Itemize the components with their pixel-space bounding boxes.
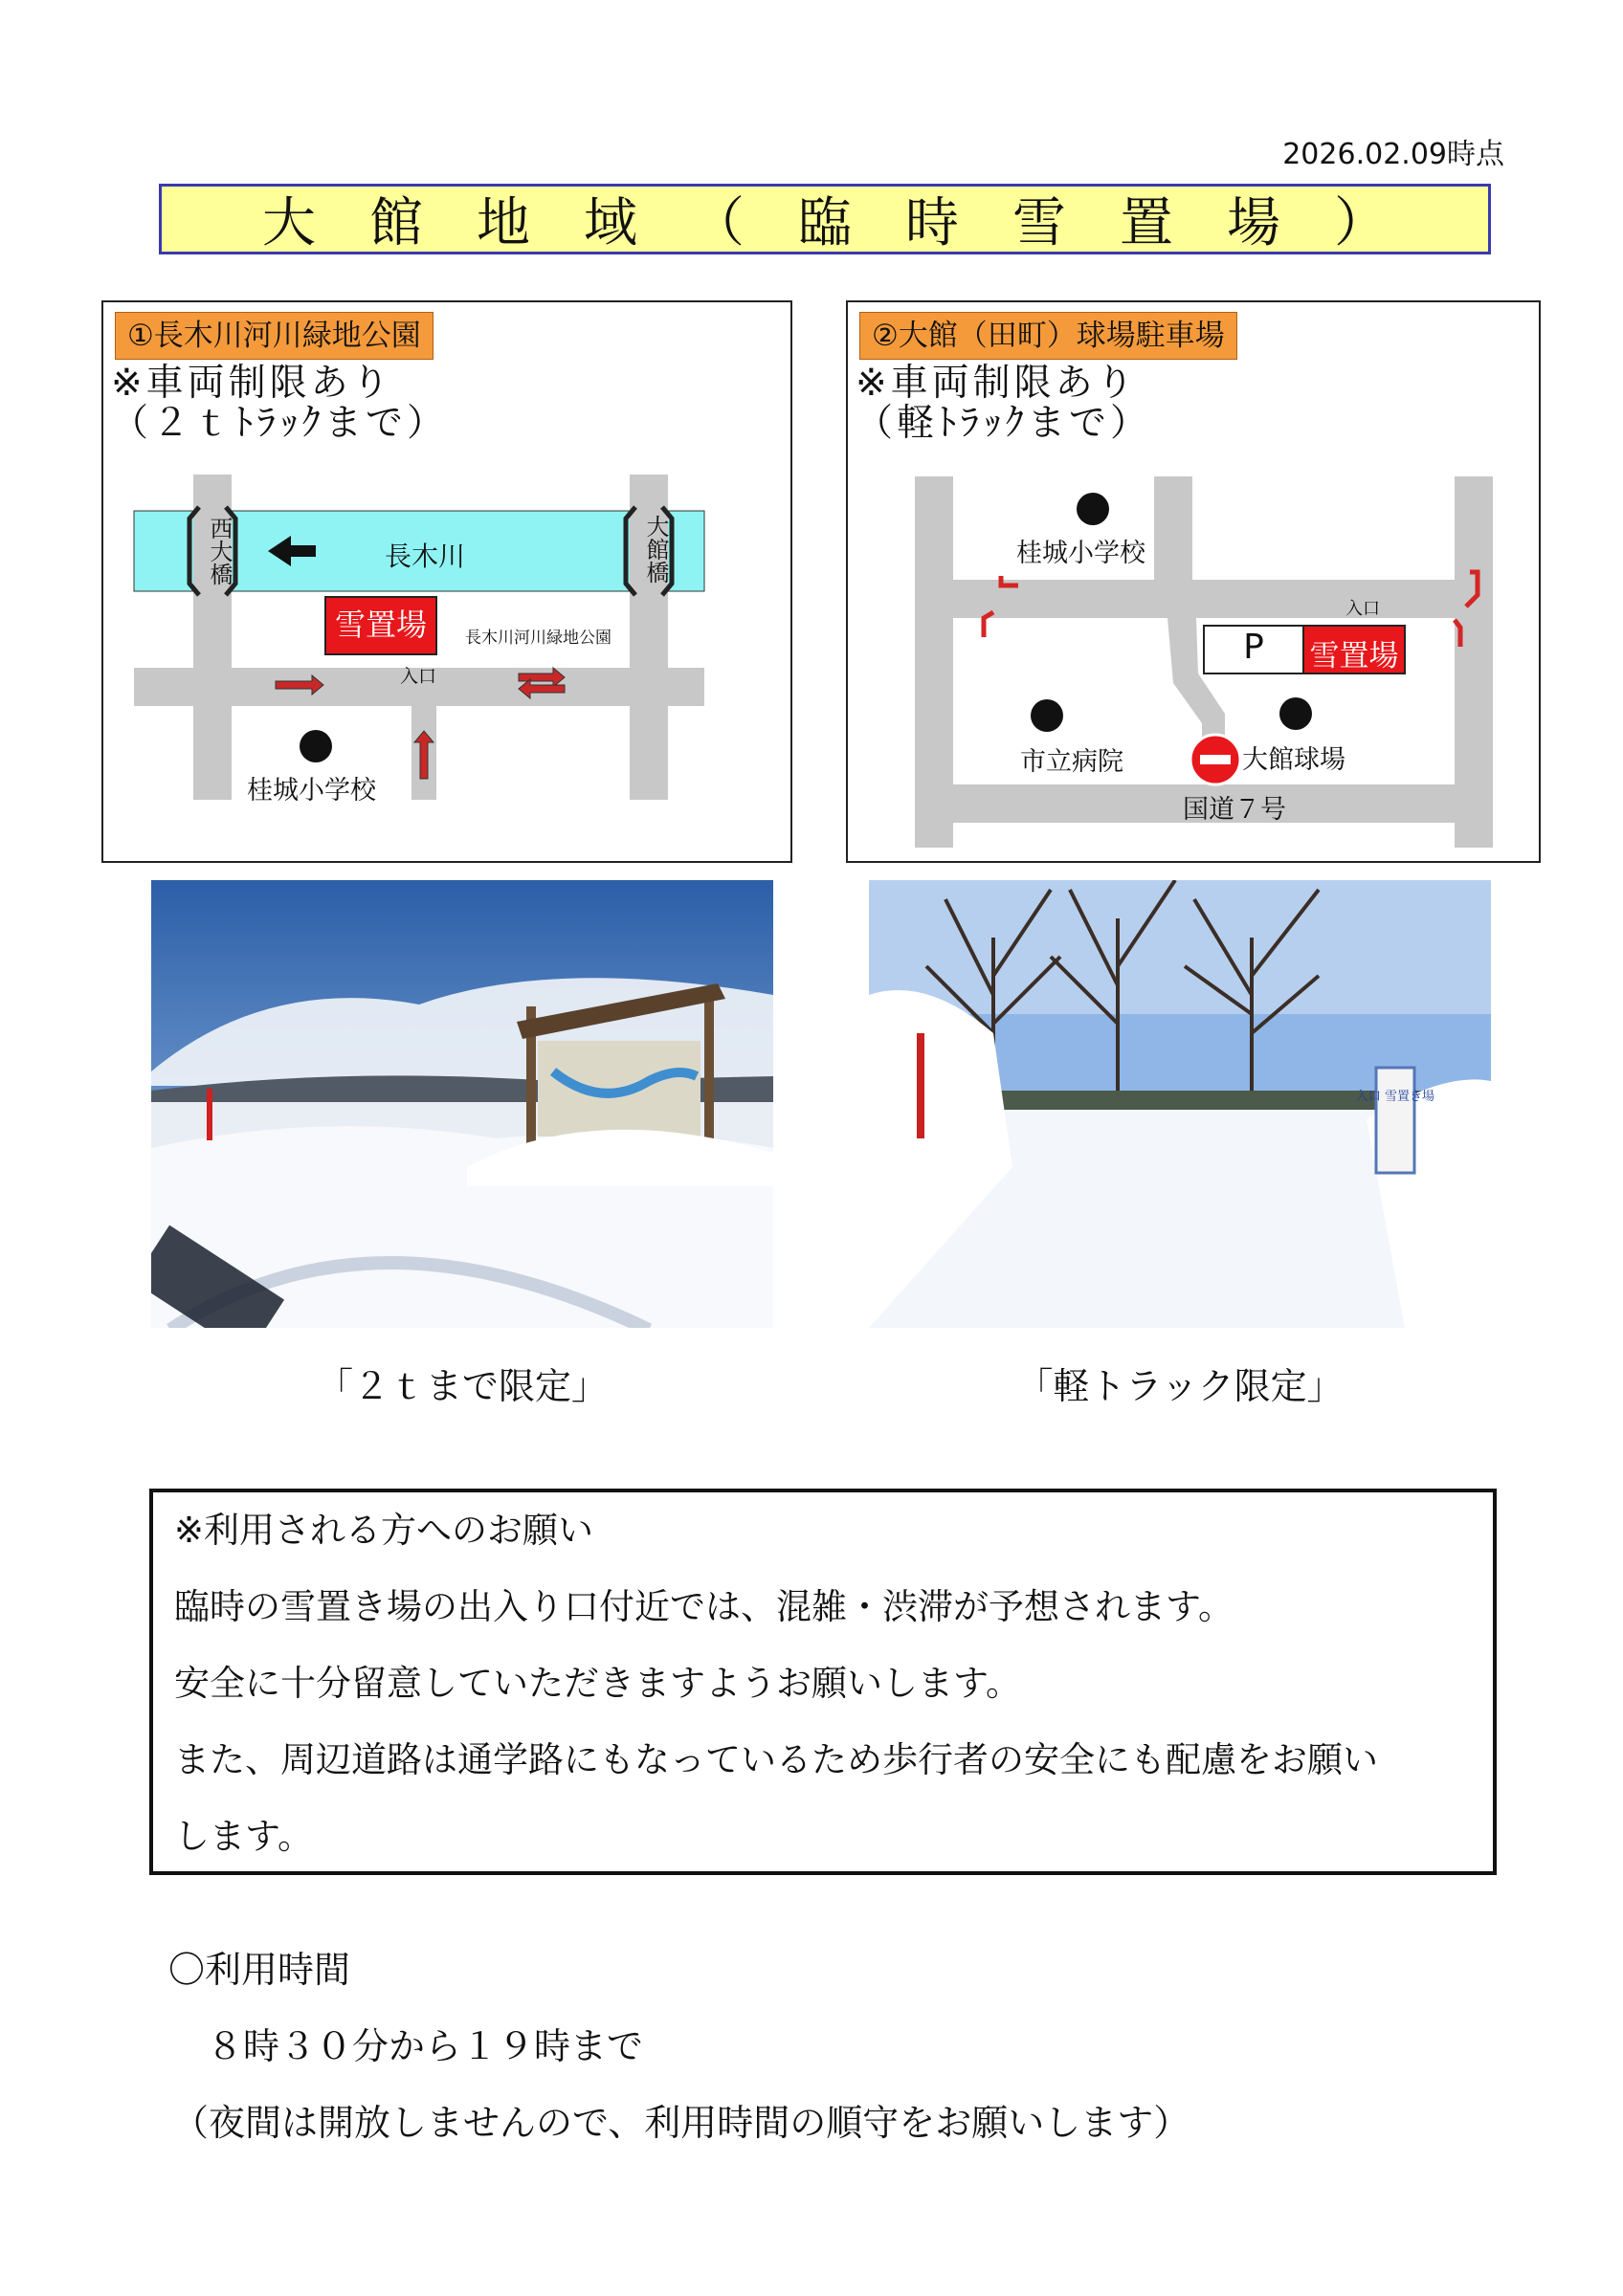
photo-stadium-site [869, 880, 1491, 1328]
road-top-branch [1154, 476, 1192, 580]
bridge-label-east: 大館橋 [642, 515, 669, 584]
school-label: 桂城小学校 [1016, 539, 1145, 568]
school-label: 桂城小学校 [247, 776, 376, 806]
snow-site-label: 雪置場 [1309, 639, 1399, 673]
photo-park-site [151, 880, 773, 1328]
photo-2-illustration [869, 880, 1491, 1328]
map-panel-2 [846, 300, 1541, 863]
entrance-label: 入口 [400, 666, 437, 687]
no-entry-bar [1200, 755, 1231, 764]
request-line: します。 [174, 1816, 314, 1857]
request-box [149, 1489, 1497, 1875]
school-marker [1077, 493, 1109, 525]
hours-note: （夜間は開放しませんので、利用時間の順守をお願いします） [172, 2102, 1190, 2144]
stadium-marker [1279, 697, 1312, 730]
date-stamp: 2026.02.09時点 [1282, 138, 1504, 171]
hours-heading: 〇利用時間 [168, 1949, 351, 1991]
page-title-box [159, 184, 1491, 254]
map-1-label: ①長木川河川緑地公園 [115, 312, 434, 360]
request-line: 安全に十分留意していただきますようお願いします。 [174, 1663, 1022, 1704]
park-label: 長木川河川緑地公園 [465, 629, 611, 648]
photo-sign-text: 入口 雪置き場 [1355, 1090, 1435, 1104]
map-2-note: ※車両制限あり （軽ﾄﾗｯｸまで） [856, 362, 1152, 445]
route-label: 国道７号 [1183, 795, 1286, 825]
snow-site-label: 雪置場 [334, 607, 427, 643]
map-2-label: ②大館（田町）球場駐車場 [859, 312, 1237, 360]
hours-value: ８時３０分から１９時まで [207, 2025, 644, 2067]
photo-2-caption: 「軽トラック限定」 [1016, 1365, 1344, 1407]
map-1-note: ※車両制限あり （２ｔﾄﾗｯｸまで） [111, 362, 449, 445]
hospital-marker [1031, 699, 1063, 732]
stadium-label: 大館球場 [1242, 745, 1345, 775]
request-heading: ※利用される方へのお願い [174, 1510, 594, 1551]
bridge-label-west: 西大橋 [206, 517, 233, 585]
request-line: また、周辺道路は通学路にもなっているため歩行者の安全にも配慮をお願い [174, 1739, 1378, 1780]
map-panel-1 [101, 300, 792, 863]
request-line: 臨時の雪置き場の出入り口付近では、混雑・渋滞が予想されます。 [174, 1586, 1234, 1627]
school-marker [300, 730, 332, 762]
hospital-label: 市立病院 [1020, 747, 1123, 777]
parking-label: P [1243, 628, 1264, 667]
entrance-label: 入口 [1345, 599, 1380, 619]
river-label: 長木川 [385, 541, 466, 572]
photo-1-illustration [151, 880, 773, 1328]
page-title: 大館地域（臨時雪置場） [262, 192, 1441, 254]
photo-1-caption: 「２ｔまで限定」 [316, 1365, 608, 1407]
